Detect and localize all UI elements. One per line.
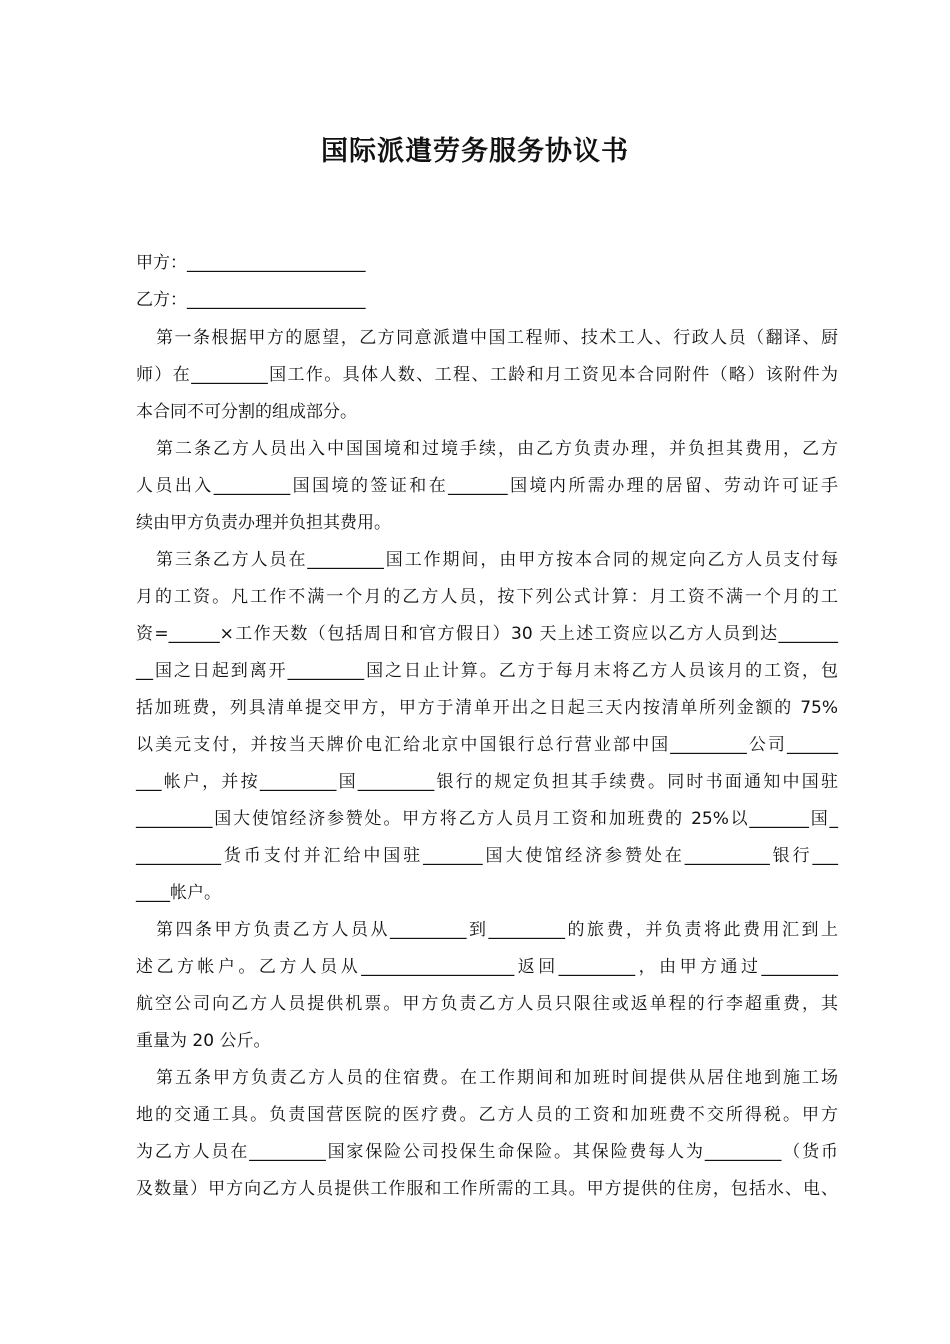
document-body [116,320,838,1208]
article-4 [116,912,838,1060]
text-line: 以美元支付，并按当天牌价电汇给北京中国银行总行营业部中国_________公司______ [136,735,838,755]
text-line: 第三条乙方人员在_________国工作期间，由甲方按本合同的规定向乙方人员支付每 [156,550,838,570]
text-line: 第二条乙方人员出入中国国境和过境手续，由乙方负责办理，并负担其费用，乙方 [156,439,838,459]
article-3 [116,542,838,912]
text-line: 第五条甲方负责乙方人员的住宿费。在工作期间和加班时间提供从居住地到施工场 [156,1068,838,1088]
text-line: ____帐户。 [136,883,221,903]
text-line: 及数量）甲方向乙方人员提供工作服和工作所需的工具。甲方提供的住房，包括水、电、 [136,1179,838,1199]
article-1 [116,320,838,431]
text-line: 航空公司向乙方人员提供机票。甲方负责乙方人员只限往或返单程的行李超重费，其 [136,994,838,1014]
text-line: 续由甲方负责办理并负担其费用。 [136,513,391,533]
text-line: __国之日起到离开_________国之日止计算。乙方于每月末将乙方人员该月的工资，包 [136,661,838,681]
text-line: 为乙方人员在_________国家保险公司投保生命保险。其保险费每人为_________（货币 [136,1142,838,1162]
document-title: 国际派遣劳务服务协议书 [321,136,629,167]
text-line: 人员出入_________国国境的签证和在_______国境内所需办理的居留、劳动许可证手 [136,476,838,496]
text-line: 地的交通工具。负责国营医院的医疗费。乙方人员的工资和加班费不交所得税。甲方 [136,1105,838,1125]
text-line: 第一条根据甲方的愿望，乙方同意派遣中国工程师、技术工人、行政人员（翻译、厨 [156,328,838,348]
text-line: 月的工资。凡工作不满一个月的乙方人员，按下列公式计算：月工资不满一个月的工 [136,587,838,607]
text-line: 括加班费，列具清单提交甲方，甲方于清单开出之日起三天内按清单所列金额的 75% [136,698,838,718]
text-line: 重量为 20 公斤。 [136,1031,271,1051]
text-line: ___帐户，并按_________国_________银行的规定负担其手续费。同时书面通知中国驻 [136,772,838,792]
party-b-line: 乙方：_____________________ [136,290,366,310]
text-line: 资=______×工作天数（包括周日和官方假日）30 天上述工资应以乙方人员到达_______ [136,624,838,644]
party-a-line: 甲方：_____________________ [136,253,366,273]
text-line: 师）在_________国工作。具体人数、工程、工龄和月工资见本合同附件（略）该附件为 [136,365,838,385]
text-line: _________国大使馆经济参赞处。甲方将乙方人员月工资和加班费的 25%以_______国_ [136,809,838,829]
text-line: 本合同不可分割的组成部分。 [136,402,357,422]
text-line: 第四条甲方负责乙方人员从_________到_________的旅费，并负责将此费用汇到上 [156,920,838,940]
article-2 [116,431,838,542]
article-5 [116,1060,838,1208]
text-line: 述乙方帐户。乙方人员从__________________返回_________，由甲方通过_________ [136,957,838,977]
text-line: __________货币支付并汇给中国驻_______国大使馆经济参赞处在__________银行___ [136,846,838,866]
